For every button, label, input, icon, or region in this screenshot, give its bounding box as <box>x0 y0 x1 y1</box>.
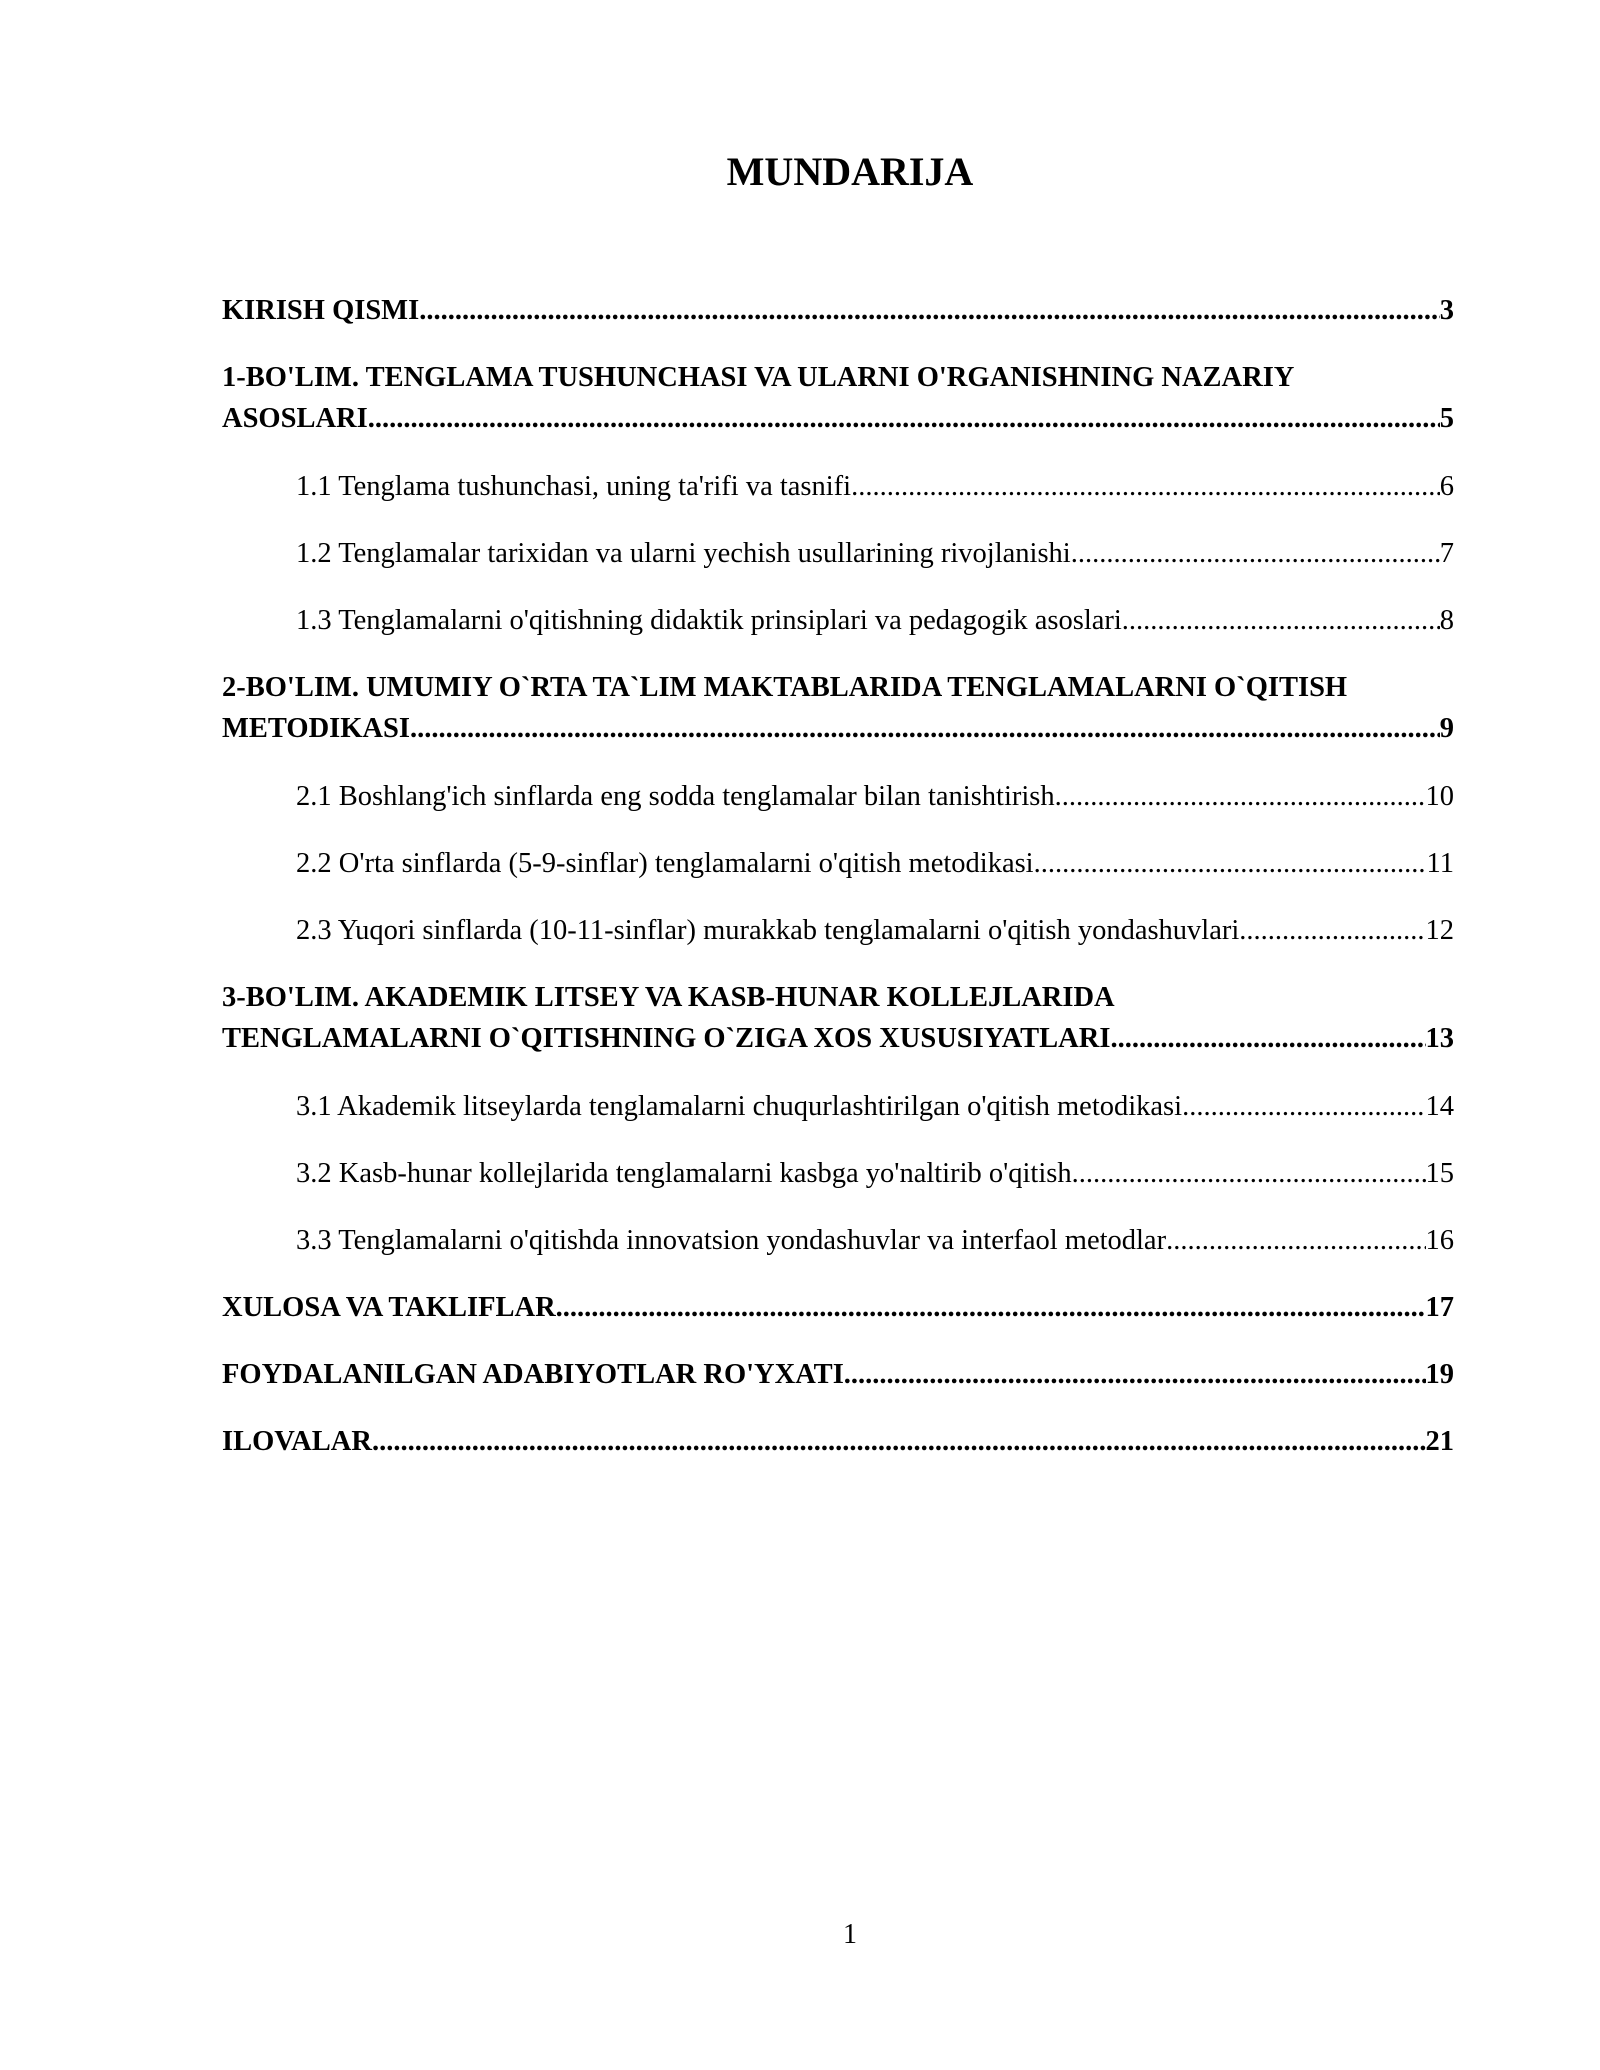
toc-leader-dots <box>851 466 1440 507</box>
toc-page-number: 16 <box>1425 1225 1454 1256</box>
toc-page-number: 5 <box>1439 403 1454 434</box>
toc-entry-kirish[interactable] <box>222 290 1454 331</box>
toc-entry-1-2[interactable] <box>296 533 1454 574</box>
toc-entry-3-1[interactable] <box>296 1086 1454 1127</box>
toc-page-number: 17 <box>1425 1292 1454 1323</box>
toc-leader-dots <box>1182 1086 1425 1127</box>
toc-page-number: 8 <box>1439 605 1454 636</box>
toc-entry-text: 2.3 Yuqori sinflarda (10-11-sinflar) murakkab tenglamalarni o'qitish yondashuvlari <box>296 915 1240 946</box>
toc-entry-2-1[interactable] <box>296 776 1454 817</box>
toc-leader-dots <box>1034 843 1427 884</box>
toc-leader-dots <box>844 1354 1426 1395</box>
toc-entry-ilovalar[interactable] <box>222 1421 1454 1462</box>
toc-entry-section-3[interactable] <box>222 977 1454 1059</box>
toc-entry-text: 2.1 Boshlang'ich sinflarda eng sodda tenglamalar bilan tanishtirish <box>296 781 1055 812</box>
toc-entry-text: 1.1 Tenglama tushunchasi, uning ta'rifi va tasnifi <box>296 471 852 502</box>
toc-entry-text: 1.2 Tenglamalar tarixidan va ularni yechish usullarining rivojlanishi <box>296 538 1071 569</box>
toc-leader-dots <box>368 398 1440 439</box>
toc-page-number: 7 <box>1439 538 1454 569</box>
toc-entry-1-3[interactable] <box>296 600 1454 641</box>
toc-entry-text: ASOSLARI <box>222 403 368 434</box>
toc-entry-xulosa[interactable] <box>222 1287 1454 1328</box>
toc-leader-dots <box>1071 533 1440 574</box>
toc-page-number: 10 <box>1425 781 1454 812</box>
toc-page-number: 21 <box>1425 1426 1454 1457</box>
toc-entry-3-2[interactable] <box>296 1153 1454 1194</box>
toc-entry-text: 3.3 Tenglamalarni o'qitishda innovatsion yondashuvlar va interfaol metodlar <box>296 1225 1167 1256</box>
toc-page-number: 19 <box>1425 1359 1454 1390</box>
toc-leader-dots <box>372 1421 1426 1462</box>
toc-entry-text: ILOVALAR <box>222 1426 372 1457</box>
toc-entry-text: 3.2 Kasb-hunar kollejlarida tenglamalarni kasbga yo'naltirib o'qitish <box>296 1158 1072 1189</box>
toc-leader-dots <box>410 708 1440 749</box>
page-number: 1 <box>843 1919 857 1950</box>
toc-entry-text: METODIKASI <box>222 713 410 744</box>
toc-entry-text: FOYDALANILGAN ADABIYOTLAR RO'YXATI <box>222 1359 844 1390</box>
toc-page-number: 12 <box>1425 915 1454 946</box>
toc-entry-2-3[interactable] <box>296 910 1454 951</box>
toc-leader-dots <box>1072 1153 1426 1194</box>
toc-entry-section-1[interactable] <box>222 357 1454 439</box>
toc-leader-dots <box>1239 910 1425 951</box>
toc-entry-text: XULOSA VA TAKLIFLAR <box>222 1292 556 1323</box>
toc-entry-text: 1.3 Tenglamalarni o'qitishning didaktik prinsiplari va pedagogik asoslari <box>296 605 1122 636</box>
toc-leader-dots <box>556 1287 1426 1328</box>
toc-entry-text: 2.2 O'rta sinflarda (5-9-sinflar) tenglamalarni o'qitish metodikasi <box>296 848 1034 879</box>
toc-entry-text: KIRISH QISMI <box>222 295 420 326</box>
toc-leader-dots <box>1122 600 1440 641</box>
toc-leader-dots <box>1055 776 1426 817</box>
toc-entry-section-2[interactable] <box>222 667 1454 749</box>
toc-entry-1-1[interactable] <box>296 466 1454 507</box>
toc-page-number: 13 <box>1425 1023 1454 1054</box>
toc-entry-text-line-1: 3-BO'LIM. AKADEMIK LITSEY VA KASB-HUNAR KOLLEJLARIDA <box>222 982 1115 1013</box>
toc-entry-text-line-1: 2-BO'LIM. UMUMIY O`RTA TA`LIM MAKTABLARIDA TENGLAMALARNI O`QITISH <box>222 672 1348 703</box>
toc-page-number: 11 <box>1426 848 1454 879</box>
toc-entry-text: 3.1 Akademik litseylarda tenglamalarni chuqurlashtirilgan o'qitish metodikasi <box>296 1091 1183 1122</box>
toc-leader-dots <box>1166 1220 1425 1261</box>
toc-page-number: 14 <box>1425 1091 1454 1122</box>
toc-leader-dots <box>1110 1018 1425 1059</box>
toc-entry-2-2[interactable] <box>296 843 1454 884</box>
page-title: MUNDARIJA <box>726 149 974 194</box>
toc-entry-adabiyotlar[interactable] <box>222 1354 1454 1395</box>
toc-leader-dots <box>419 290 1440 331</box>
toc-entry-text-line-1: 1-BO'LIM. TENGLAMA TUSHUNCHASI VA ULARNI O'RGANISHNING NAZARIY <box>222 362 1295 393</box>
toc-entry-3-3[interactable] <box>296 1220 1454 1261</box>
toc-page-number: 9 <box>1439 713 1454 744</box>
toc-page-number: 6 <box>1439 471 1454 502</box>
toc-entry-text: TENGLAMALARNI O`QITISHNING O`ZIGA XOS XUSUSIYATLARI <box>222 1023 1111 1054</box>
toc-page-number: 3 <box>1439 295 1454 326</box>
toc-page-number: 15 <box>1425 1158 1454 1189</box>
